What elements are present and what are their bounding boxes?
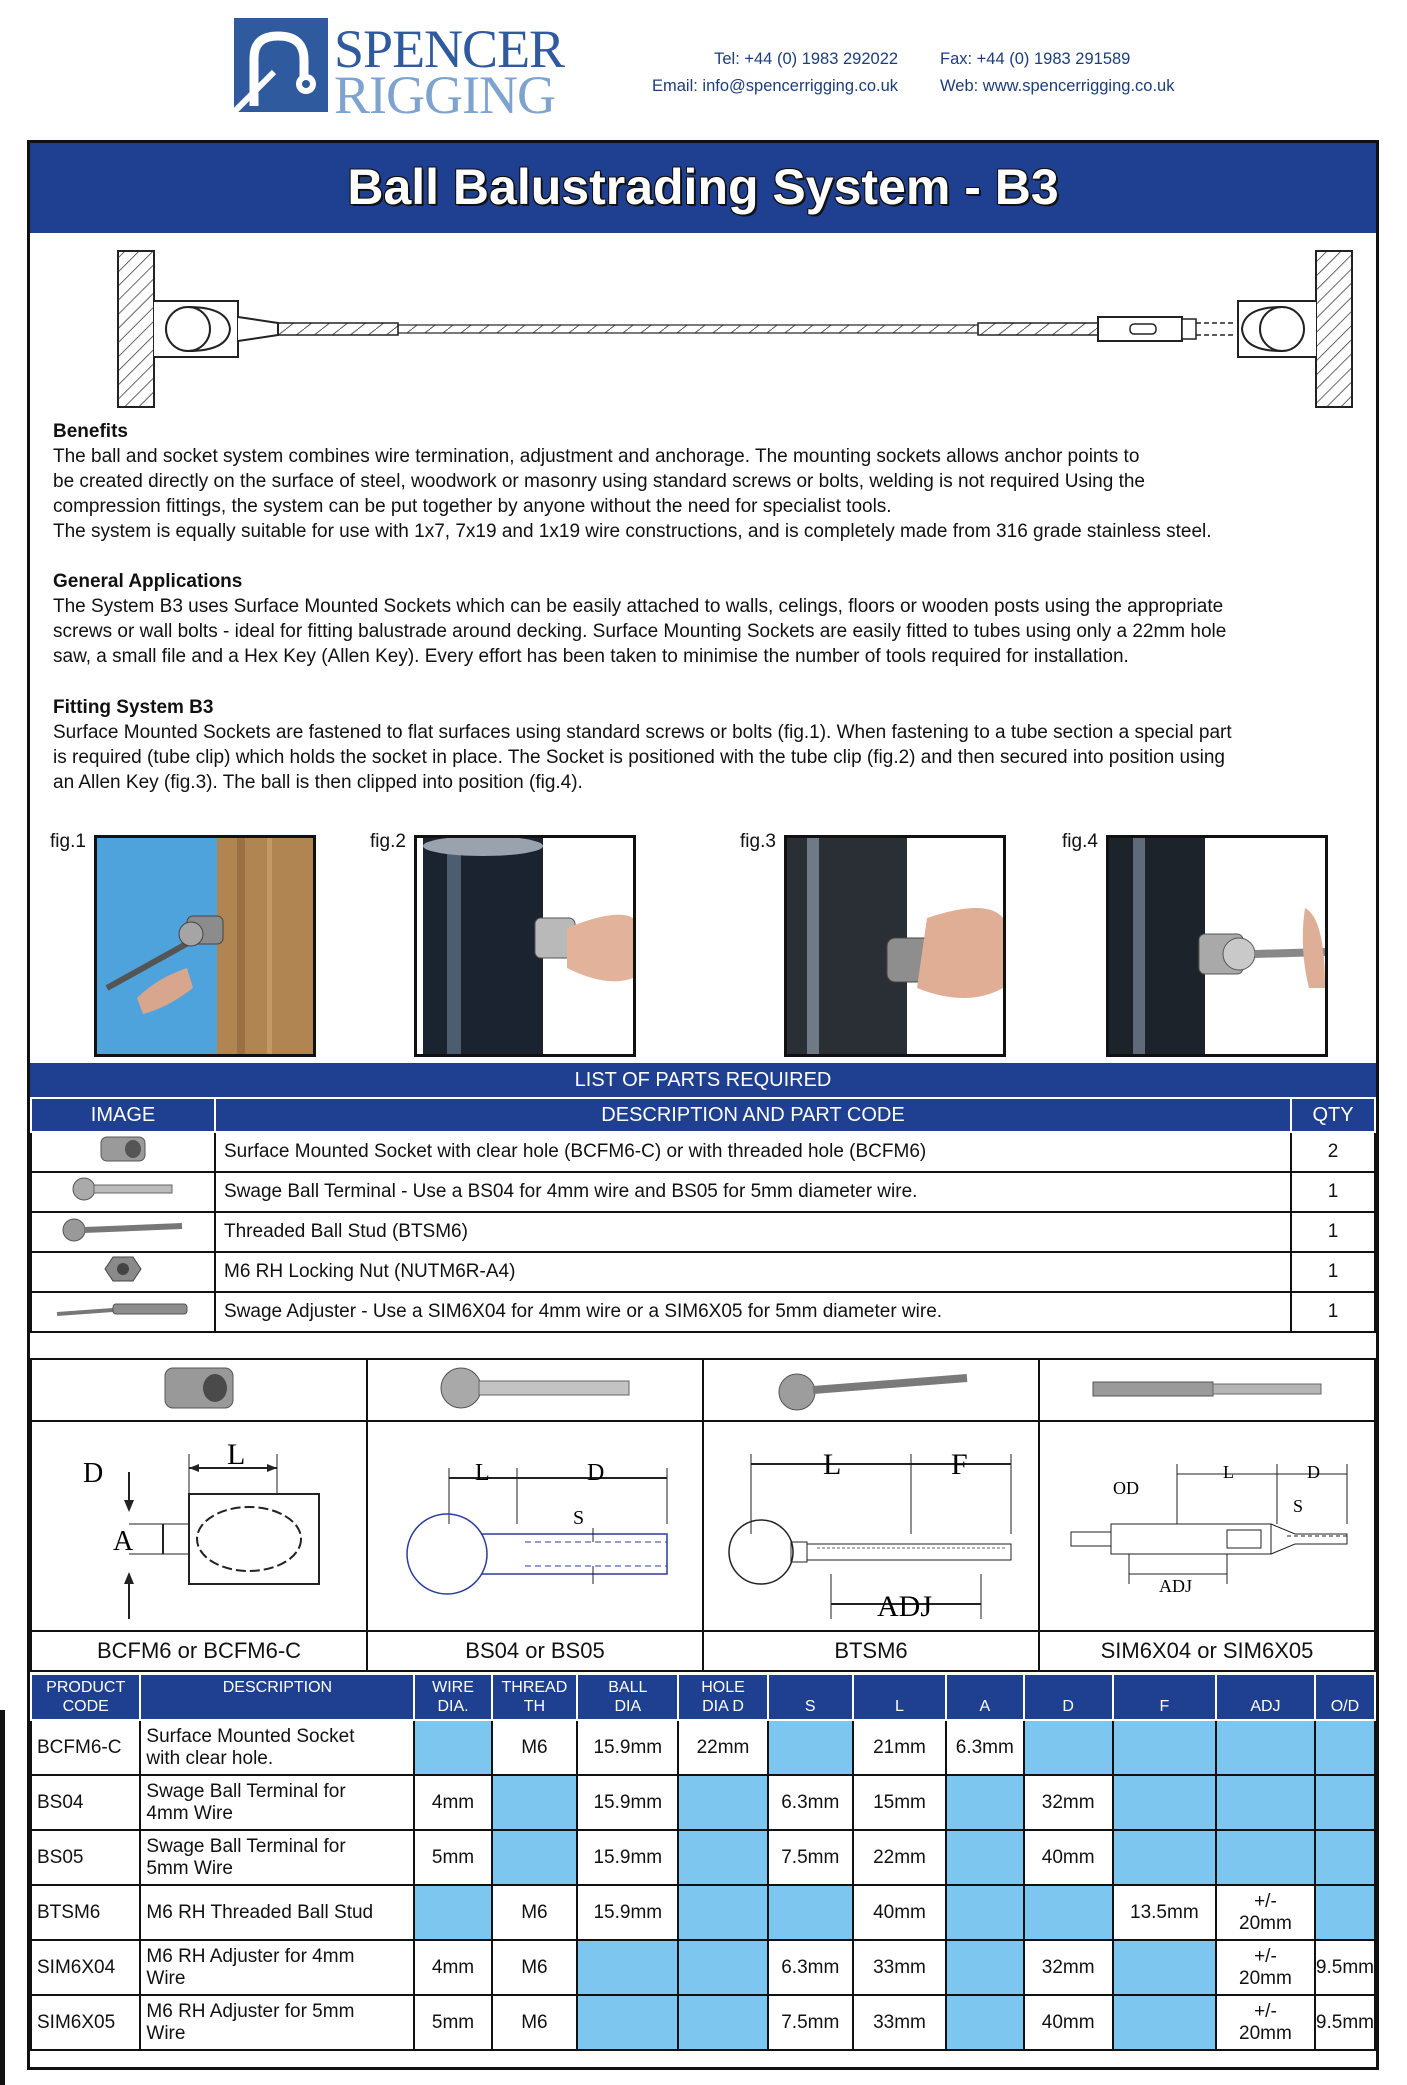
spec-cell-line: +/- bbox=[1254, 2000, 1277, 2022]
spec-header-row bbox=[31, 1674, 1375, 1720]
spec-cell-l: 33mm bbox=[853, 1995, 946, 2050]
spec-header-line: DIA D bbox=[702, 1698, 744, 1715]
dim-label-L: L bbox=[1223, 1461, 1234, 1482]
spec-cell-l: 22mm bbox=[853, 1830, 946, 1885]
part-qty: 1 bbox=[1291, 1212, 1375, 1252]
spec-cell-desc bbox=[140, 1830, 414, 1885]
spec-header-line: DESCRIPTION bbox=[222, 1679, 333, 1696]
spec-header-line: D bbox=[1062, 1698, 1074, 1715]
spec-header-line: PRODUCT bbox=[46, 1679, 126, 1696]
dim-label-L: L bbox=[227, 1437, 246, 1471]
spec-cell-f bbox=[1113, 1940, 1216, 1995]
logo-text-spencer: SPENCER bbox=[334, 19, 565, 79]
spec-cell-line: 4mm Wire bbox=[146, 1802, 233, 1824]
fig4-label: fig.4 bbox=[1062, 831, 1098, 852]
spec-header-line bbox=[769, 1678, 852, 1697]
spec-cell-d bbox=[1024, 1885, 1113, 1940]
spec-body bbox=[31, 1720, 1375, 2050]
website[interactable]: Web: www.spencerrigging.co.uk bbox=[940, 77, 1175, 95]
part-description: Surface Mounted Socket with clear hole (BCFM6-C) or with threaded hole (BCFM6) bbox=[215, 1132, 1291, 1172]
spec-cell-line: Surface Mounted Socket bbox=[146, 1725, 355, 1747]
spec-cell-hole: 22mm bbox=[678, 1720, 767, 1775]
spec-cell-wire: 4mm bbox=[414, 1940, 491, 1995]
benefits-line: The system is equally suitable for use with 1x7, 7x19 and 1x19 wire constructions, and is completely made from 316 grade stainless steel. bbox=[53, 521, 1212, 542]
spec-header-cell bbox=[946, 1674, 1024, 1720]
spec-cell-a bbox=[946, 1885, 1024, 1940]
spec-row bbox=[31, 1995, 1375, 2050]
spec-cell-adj bbox=[1216, 1885, 1315, 1940]
spec-cell-line: M6 RH Adjuster for 5mm bbox=[146, 2000, 355, 2022]
drawing-sketch-row bbox=[31, 1421, 1375, 1631]
caption-socket: BCFM6 or BCFM6-C bbox=[31, 1631, 367, 1671]
spec-cell-wire: 5mm bbox=[414, 1995, 491, 2050]
spec-cell-d: 40mm bbox=[1024, 1995, 1113, 2050]
spec-cell-l: 15mm bbox=[853, 1775, 946, 1830]
part-image-socket bbox=[31, 1132, 215, 1172]
spec-cell-hole bbox=[678, 1940, 767, 1995]
spec-header-line: BALL bbox=[608, 1679, 648, 1696]
fig3-label: fig.3 bbox=[740, 831, 776, 852]
applications-section bbox=[53, 569, 1363, 669]
fig4-photo bbox=[1106, 835, 1328, 1057]
spec-header-line: S bbox=[804, 1698, 816, 1715]
applications-line: screws or wall bolts - ideal for fitting balustrade around decking. Surface Mounting Sockets are easily fitted to tubes using only a 22mm hole bbox=[53, 621, 1227, 642]
spec-header-line bbox=[1114, 1678, 1215, 1697]
spec-header-cell bbox=[577, 1674, 678, 1720]
spec-cell-l: 33mm bbox=[853, 1940, 946, 1995]
parts-header-description: DESCRIPTION AND PART CODE bbox=[215, 1098, 1291, 1132]
spec-cell-d: 32mm bbox=[1024, 1940, 1113, 1995]
fig3-photo bbox=[784, 835, 1006, 1057]
spec-header-cell bbox=[768, 1674, 853, 1720]
spec-header-cell bbox=[853, 1674, 946, 1720]
spec-header-line: DIA bbox=[614, 1698, 642, 1715]
spec-header-line bbox=[1316, 1678, 1374, 1697]
spec-header-cell bbox=[1113, 1674, 1216, 1720]
company-logo bbox=[234, 16, 574, 125]
spec-cell-desc bbox=[140, 1885, 414, 1940]
spec-row bbox=[31, 1940, 1375, 1995]
spec-cell-f bbox=[1113, 1830, 1216, 1885]
parts-list bbox=[30, 1063, 1376, 1333]
logo-text-rigging: RIGGING bbox=[334, 65, 555, 125]
spec-cell-adj bbox=[1216, 1830, 1315, 1885]
dim-label-L: L bbox=[823, 1447, 842, 1481]
part-description: Threaded Ball Stud (BTSM6) bbox=[215, 1212, 1291, 1252]
socket-photo bbox=[31, 1359, 367, 1421]
fig2-image bbox=[417, 838, 633, 1054]
spec-cell-hole bbox=[678, 1995, 767, 2050]
spec-header-line: CODE bbox=[62, 1698, 109, 1715]
parts-row bbox=[31, 1212, 1375, 1252]
spec-cell-line: M6 RH Adjuster for 4mm bbox=[146, 1945, 355, 1967]
spec-cell-ball bbox=[577, 1940, 678, 1995]
spec-header-line bbox=[1025, 1678, 1112, 1697]
spec-header-line bbox=[854, 1678, 945, 1697]
telephone: Tel: +44 (0) 1983 292022 bbox=[714, 50, 899, 68]
spec-cell-line: Swage Ball Terminal for bbox=[146, 1835, 346, 1857]
fig3-image bbox=[787, 838, 1003, 1054]
spec-cell-od bbox=[1315, 1830, 1375, 1885]
drawings-grid bbox=[30, 1358, 1376, 1672]
email[interactable]: Email: info@spencerrigging.co.uk bbox=[652, 77, 899, 95]
left-edge-bar bbox=[0, 1710, 5, 2085]
spec-cell-l: 21mm bbox=[853, 1720, 946, 1775]
spec-cell-f bbox=[1113, 1775, 1216, 1830]
dim-label-ADJ: ADJ bbox=[877, 1589, 933, 1623]
spec-header-line: L bbox=[895, 1698, 904, 1715]
socket-drawing bbox=[31, 1421, 367, 1631]
spec-cell-od bbox=[1315, 1775, 1375, 1830]
dim-label-F: F bbox=[951, 1447, 968, 1481]
spec-cell-s: 7.5mm bbox=[768, 1830, 853, 1885]
spec-cell-desc bbox=[140, 1940, 414, 1995]
spec-cell-d: 40mm bbox=[1024, 1830, 1113, 1885]
spec-cell-desc bbox=[140, 1720, 414, 1775]
spec-header-cell bbox=[492, 1674, 578, 1720]
fig4-image bbox=[1109, 838, 1325, 1054]
spec-cell-s bbox=[768, 1885, 853, 1940]
spec-header-line: WIRE bbox=[432, 1679, 474, 1696]
spec-cell-line: 20mm bbox=[1239, 1967, 1292, 1989]
part-qty: 1 bbox=[1291, 1292, 1375, 1332]
spec-cell-od bbox=[1315, 1885, 1375, 1940]
ball-stud-photo bbox=[703, 1359, 1039, 1421]
spec-cell-code: SIM6X04 bbox=[31, 1940, 140, 1995]
spec-row bbox=[31, 1720, 1375, 1775]
logo-shackle-icon bbox=[234, 18, 328, 112]
spec-cell-hole bbox=[678, 1885, 767, 1940]
spec-cell-thread: M6 bbox=[492, 1940, 578, 1995]
spec-cell-a bbox=[946, 1775, 1024, 1830]
parts-header-row bbox=[31, 1098, 1375, 1132]
spec-cell-d bbox=[1024, 1720, 1113, 1775]
spec-cell-a bbox=[946, 1995, 1024, 2050]
fitting-section bbox=[53, 695, 1363, 795]
spec-cell-s bbox=[768, 1720, 853, 1775]
drawing-caption-row bbox=[31, 1631, 1375, 1671]
parts-table bbox=[30, 1097, 1376, 1333]
spec-cell-ball: 15.9mm bbox=[577, 1885, 678, 1940]
specification-table bbox=[30, 1673, 1376, 2051]
part-description: Swage Adjuster - Use a SIM6X04 for 4mm wire or a SIM6X05 for 5mm diameter wire. bbox=[215, 1292, 1291, 1332]
part-description: M6 RH Locking Nut (NUTM6R-A4) bbox=[215, 1252, 1291, 1292]
fitting-line: Surface Mounted Sockets are fastened to flat surfaces using standard screws or bolts (fig.1). When fastening to a tube section a special part bbox=[53, 722, 1232, 743]
spec-cell-line: Wire bbox=[146, 2022, 186, 2044]
spec-cell-f bbox=[1113, 1720, 1216, 1775]
fig1-image bbox=[97, 838, 313, 1054]
spec-header-cell bbox=[140, 1674, 414, 1720]
spec-row bbox=[31, 1775, 1375, 1830]
spec-cell-adj bbox=[1216, 1940, 1315, 1995]
spec-header-cell bbox=[414, 1674, 491, 1720]
dim-label-D: D bbox=[83, 1457, 104, 1489]
spec-cell-f: 13.5mm bbox=[1113, 1885, 1216, 1940]
spec-cell-a: 6.3mm bbox=[946, 1720, 1024, 1775]
spec-cell-f bbox=[1113, 1995, 1216, 2050]
spec-cell-d: 32mm bbox=[1024, 1775, 1113, 1830]
part-qty: 1 bbox=[1291, 1172, 1375, 1212]
spec-cell-desc bbox=[140, 1995, 414, 2050]
spec-header-line: ADJ bbox=[1250, 1698, 1281, 1715]
spec-header-line: O/D bbox=[1330, 1698, 1360, 1715]
parts-row bbox=[31, 1252, 1375, 1292]
benefits-heading: Benefits bbox=[53, 421, 128, 442]
caption-ball-stud: BTSM6 bbox=[703, 1631, 1039, 1671]
spec-cell-code: BS04 bbox=[31, 1775, 140, 1830]
spec-cell-s: 7.5mm bbox=[768, 1995, 853, 2050]
spec-cell-line: with clear hole. bbox=[146, 1747, 274, 1769]
spec-cell-ball: 15.9mm bbox=[577, 1830, 678, 1885]
fig1-photo bbox=[94, 835, 316, 1057]
fig2-label: fig.2 bbox=[370, 831, 406, 852]
spec-header-line: THREAD bbox=[501, 1679, 568, 1696]
swage-ball-photo bbox=[367, 1359, 703, 1421]
spec-cell-od bbox=[1315, 1720, 1375, 1775]
spec-header-line bbox=[141, 1697, 413, 1716]
spec-cell-ball bbox=[577, 1995, 678, 2050]
spec-cell-hole bbox=[678, 1830, 767, 1885]
caption-adjuster: SIM6X04 or SIM6X05 bbox=[1039, 1631, 1375, 1671]
spec-cell-a bbox=[946, 1940, 1024, 1995]
applications-line: saw, a small file and a Hex Key (Allen Key). Every effort has been taken to minimise the number of tools required for installation. bbox=[53, 646, 1129, 667]
drawing-photo-row bbox=[31, 1359, 1375, 1421]
spec-cell-line: Swage Ball Terminal for bbox=[146, 1780, 346, 1802]
page-title: Ball Balustrading System - B3 bbox=[347, 159, 1059, 215]
spec-cell-s: 6.3mm bbox=[768, 1775, 853, 1830]
spec-cell-ball: 15.9mm bbox=[577, 1775, 678, 1830]
spec-cell-thread: M6 bbox=[492, 1995, 578, 2050]
parts-row bbox=[31, 1172, 1375, 1212]
contact-right bbox=[940, 46, 1174, 100]
spec-cell-line: +/- bbox=[1254, 1945, 1277, 1967]
dim-label-S: S bbox=[1293, 1495, 1304, 1516]
ball-stud-drawing bbox=[703, 1421, 1039, 1631]
benefits-section bbox=[53, 419, 1363, 544]
datasheet-frame bbox=[27, 140, 1379, 2070]
spec-header-line bbox=[947, 1678, 1023, 1697]
dim-label-A: A bbox=[113, 1525, 134, 1557]
part-qty: 2 bbox=[1291, 1132, 1375, 1172]
spec-cell-code: SIM6X05 bbox=[31, 1995, 140, 2050]
spec-header-line: F bbox=[1159, 1698, 1170, 1715]
dim-label-S: S bbox=[573, 1506, 585, 1529]
dim-label-D: D bbox=[587, 1459, 605, 1486]
caption-swage-ball: BS04 or BS05 bbox=[367, 1631, 703, 1671]
fitting-line: an Allen Key (fig.3). The ball is then clipped into position (fig.4). bbox=[53, 772, 583, 793]
adjuster-drawing bbox=[1039, 1421, 1375, 1631]
spec-header-line: HOLE bbox=[701, 1679, 745, 1696]
spec-cell-od: 9.5mm bbox=[1315, 1995, 1375, 2050]
dim-label-ADJ: ADJ bbox=[1159, 1575, 1193, 1596]
adjuster-photo bbox=[1039, 1359, 1375, 1421]
benefits-line: be created directly on the surface of steel, woodwork or masonry using standard screws or bolts, welding is not required Using the bbox=[53, 471, 1145, 492]
system-diagram bbox=[88, 245, 1378, 415]
part-image-lock-nut bbox=[31, 1252, 215, 1292]
spec-cell-hole bbox=[678, 1775, 767, 1830]
spec-cell-adj bbox=[1216, 1775, 1315, 1830]
spec-row bbox=[31, 1885, 1375, 1940]
spec-cell-line: +/- bbox=[1254, 1890, 1277, 1912]
spec-header-cell bbox=[1216, 1674, 1315, 1720]
spec-cell-line: Wire bbox=[146, 1967, 186, 1989]
spec-cell-ball: 15.9mm bbox=[577, 1720, 678, 1775]
spec-cell-line: 20mm bbox=[1239, 1912, 1292, 1934]
part-qty: 1 bbox=[1291, 1252, 1375, 1292]
parts-row bbox=[31, 1132, 1375, 1172]
spec-header-line: DIA. bbox=[437, 1698, 469, 1715]
spec-header-cell bbox=[31, 1674, 140, 1720]
spec-row bbox=[31, 1830, 1375, 1885]
spec-cell-desc bbox=[140, 1775, 414, 1830]
dim-label-OD: OD bbox=[1113, 1477, 1139, 1498]
spec-cell-thread bbox=[492, 1775, 578, 1830]
spec-cell-wire bbox=[414, 1720, 491, 1775]
applications-heading: General Applications bbox=[53, 571, 243, 592]
parts-header-qty: QTY bbox=[1291, 1098, 1375, 1132]
spec-header-cell bbox=[1315, 1674, 1375, 1720]
contact-left bbox=[652, 46, 898, 100]
spec-cell-wire: 5mm bbox=[414, 1830, 491, 1885]
spec-header-line: TH bbox=[523, 1698, 546, 1715]
spec-cell-adj bbox=[1216, 1720, 1315, 1775]
benefits-line: The ball and socket system combines wire termination, adjustment and anchorage. The mounting sockets allows anchor points to bbox=[53, 446, 1140, 467]
parts-header-image: IMAGE bbox=[31, 1098, 215, 1132]
spec-header-line bbox=[1217, 1678, 1314, 1697]
title-banner bbox=[30, 143, 1376, 233]
applications-line: The System B3 uses Surface Mounted Sockets which can be easily attached to walls, celings, floors or wooden posts using the appropriate bbox=[53, 596, 1224, 617]
spec-cell-code: BCFM6-C bbox=[31, 1720, 140, 1775]
spec-cell-code: BS05 bbox=[31, 1830, 140, 1885]
fitting-heading: Fitting System B3 bbox=[53, 697, 214, 718]
parts-row bbox=[31, 1292, 1375, 1332]
fig2-photo bbox=[414, 835, 636, 1057]
spec-cell-code: BTSM6 bbox=[31, 1885, 140, 1940]
spec-cell-wire bbox=[414, 1885, 491, 1940]
spec-cell-adj bbox=[1216, 1995, 1315, 2050]
part-image-swage-ball bbox=[31, 1172, 215, 1212]
part-image-ball-stud bbox=[31, 1212, 215, 1252]
benefits-line: compression fittings, the system can be put together by anyone without the need for specialist tools. bbox=[53, 496, 892, 517]
spec-cell-line: 20mm bbox=[1239, 2022, 1292, 2044]
part-image-swage-adjuster bbox=[31, 1292, 215, 1332]
spec-cell-line: M6 RH Threaded Ball Stud bbox=[146, 1901, 374, 1923]
spec-cell-thread: M6 bbox=[492, 1720, 578, 1775]
spec-cell-od: 9.5mm bbox=[1315, 1940, 1375, 1995]
spec-header-cell bbox=[678, 1674, 767, 1720]
dim-label-L: L bbox=[475, 1459, 490, 1486]
fig1-label: fig.1 bbox=[50, 831, 86, 852]
fitting-line: is required (tube clip) which holds the socket in place. The Socket is positioned with the tube clip (fig.2) and then secured into position using bbox=[53, 747, 1225, 768]
fax: Fax: +44 (0) 1983 291589 bbox=[940, 50, 1131, 68]
dim-label-D: D bbox=[1307, 1461, 1320, 1482]
spec-cell-l: 40mm bbox=[853, 1885, 946, 1940]
spec-cell-a bbox=[946, 1830, 1024, 1885]
spec-cell-thread: M6 bbox=[492, 1885, 578, 1940]
swage-ball-drawing bbox=[367, 1421, 703, 1631]
spec-cell-s: 6.3mm bbox=[768, 1940, 853, 1995]
spec-cell-thread bbox=[492, 1830, 578, 1885]
spec-cell-line: 5mm Wire bbox=[146, 1857, 233, 1879]
part-description: Swage Ball Terminal - Use a BS04 for 4mm wire and BS05 for 5mm diameter wire. bbox=[215, 1172, 1291, 1212]
spec-cell-wire: 4mm bbox=[414, 1775, 491, 1830]
parts-list-title: LIST OF PARTS REQUIRED bbox=[30, 1063, 1376, 1097]
spec-header-line: A bbox=[979, 1698, 991, 1715]
spec-header-cell bbox=[1024, 1674, 1113, 1720]
